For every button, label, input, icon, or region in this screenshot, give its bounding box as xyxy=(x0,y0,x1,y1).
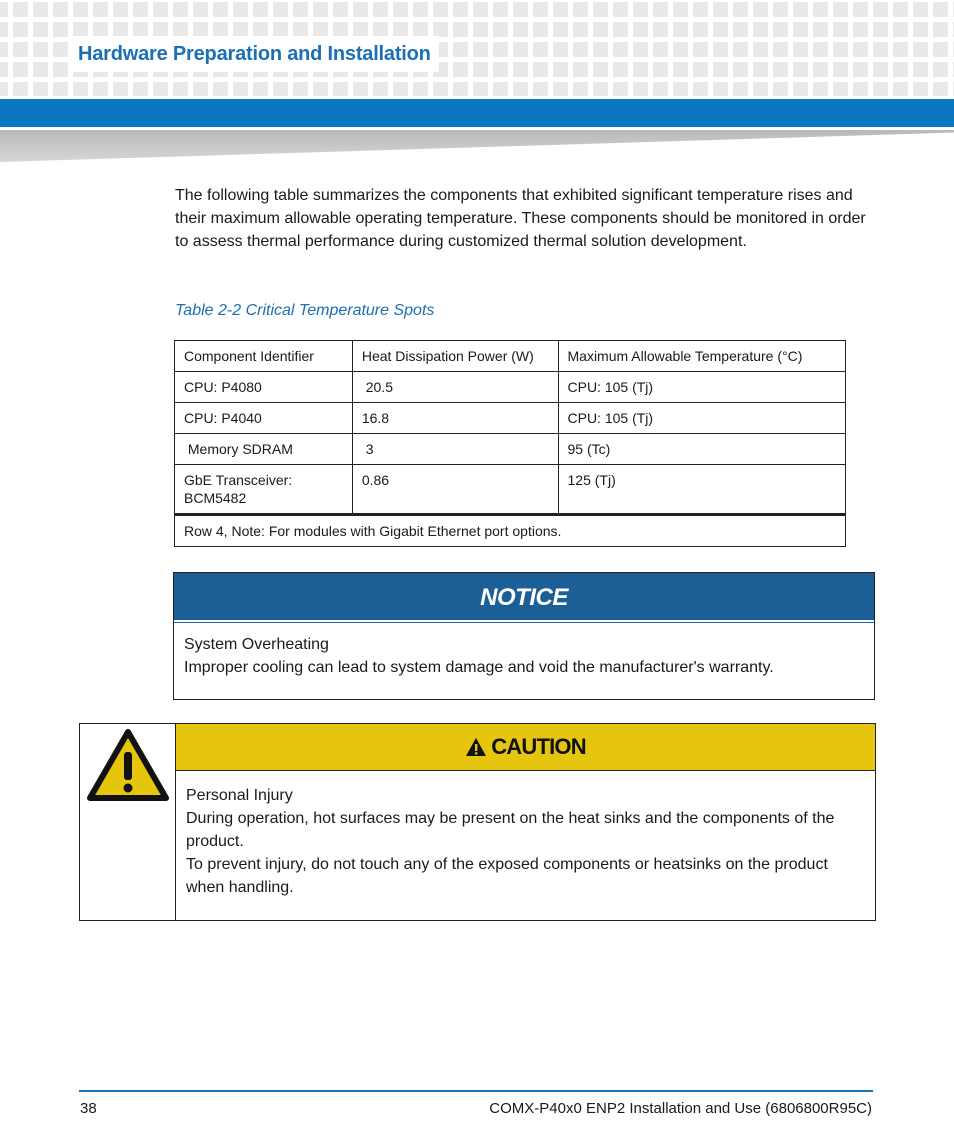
caution-box xyxy=(79,723,876,921)
header-swoosh xyxy=(0,130,954,162)
power-cell: 20.5 xyxy=(352,372,558,403)
column-header: Maximum Allowable Temperature (°C) xyxy=(558,341,846,372)
caution-header xyxy=(176,724,875,771)
page-number: 38 xyxy=(80,1100,97,1117)
component-cell: CPU: P4080 xyxy=(175,372,353,403)
table-row xyxy=(175,403,846,434)
power-cell: 3 xyxy=(352,434,558,465)
component-cell: Memory SDRAM xyxy=(175,434,353,465)
caution-text: To prevent injury, do not touch any of the exposed components or heatsinks on the product when handling. xyxy=(186,856,828,896)
temperature-cell: 125 (Tj) xyxy=(558,465,846,515)
notice-title: System Overheating xyxy=(184,636,329,653)
intro-paragraph: The following table summarizes the components that exhibited significant temperature rises and their maximum allowable operating temperature. These components should be monitored in order to assess thermal performance during customized thermal solution development. xyxy=(175,187,866,250)
small-warning-icon xyxy=(465,737,487,757)
temperature-cell: 95 (Tc) xyxy=(558,434,846,465)
notice-label: NOTICE xyxy=(174,573,874,622)
table-note: Row 4, Note: For modules with Gigabit Ethernet port options. xyxy=(175,515,846,547)
section-title: Hardware Preparation and Installation xyxy=(70,36,439,72)
table-header-row xyxy=(175,341,846,372)
footer-rule xyxy=(79,1090,873,1092)
caution-text: During operation, hot surfaces may be present on the heat sinks and the components of the product. xyxy=(186,810,835,850)
component-cell: CPU: P4040 xyxy=(175,403,353,434)
table-caption: Table 2-2 Critical Temperature Spots xyxy=(175,302,435,319)
caution-label: CAUTION xyxy=(491,734,586,759)
column-header: Heat Dissipation Power (W) xyxy=(352,341,558,372)
power-cell: 0.86 xyxy=(352,465,558,515)
table-note-row xyxy=(175,515,846,547)
document-title: COMX-P40x0 ENP2 Installation and Use (6806800R95C) xyxy=(489,1100,872,1117)
caution-body xyxy=(186,784,868,899)
table-row xyxy=(175,434,846,465)
notice-body xyxy=(174,622,874,679)
warning-triangle-icon xyxy=(86,728,170,802)
critical-temperature-table xyxy=(174,340,846,547)
caution-title: Personal Injury xyxy=(186,787,293,804)
table-row xyxy=(175,465,846,515)
temperature-cell: CPU: 105 (Tj) xyxy=(558,372,846,403)
component-cell: GbE Transceiver: BCM5482 xyxy=(175,465,353,515)
header-bar xyxy=(0,99,954,127)
table-row xyxy=(175,372,846,403)
notice-text: Improper cooling can lead to system damage and void the manufacturer's warranty. xyxy=(184,659,774,676)
notice-box xyxy=(173,572,875,700)
column-header: Component Identifier xyxy=(175,341,353,372)
caution-icon-column xyxy=(80,724,176,920)
power-cell: 16.8 xyxy=(352,403,558,434)
temperature-cell: CPU: 105 (Tj) xyxy=(558,403,846,434)
